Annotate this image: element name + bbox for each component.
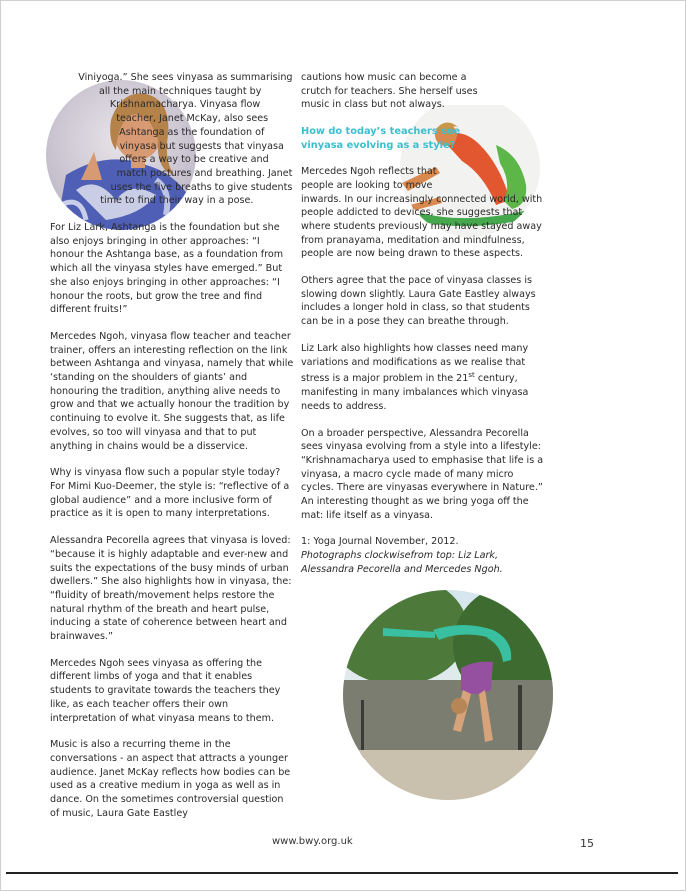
right-paragraph-4b: century, manifesting in many imbalances which vinyasa needs to address.	[301, 373, 529, 412]
right-paragraph-4a: Liz Lark also highlights how classes need many variations and modifications as we realise that stress is a major problem in the 21	[301, 342, 529, 385]
left-paragraph-2: For Liz Lark, Ashtanga is the foundation but she also enjoys bringing in other approaches: “I honour the Ashtanga base, as a foundation from which all the vinyasa styles have emerged.” But she also enjoys bringing in other approaches: “I honour the roots, but grow the tree and find different fruits!”	[50, 222, 284, 316]
left-column	[50, 71, 294, 833]
left-paragraph-3: Mercedes Ngoh, vinyasa flow teacher and teacher trainer, offers an interesting reflection on the link between Ashtanga and vinyasa, namely that while ‘standing on the shoulders of giants’ and honouring the tradition, anything alive needs to grow and that we actually honour the tradition by continuing to evolve it. She suggests that, as life evolves, so too will vinyasa and that to put anything in chains would be a disservice.	[50, 330, 294, 452]
right-column	[301, 71, 547, 590]
left-paragraph-5: Alessandra Pecorella agrees that vinyasa is loved: “because it is highly adaptable and ever-new and suits the expectations of the busy minds of urban dwellers.” She also highlights how in vinyasa, the: “fluidity of breath/movement helps restore the natural rhythm of the breath and heart pulse, inducing a state of coherence between heart and brainwaves.”	[50, 535, 292, 643]
section-heading: How do today’s teachers see vinyasa evolving as a style?	[301, 126, 461, 151]
left-paragraph-4: Why is vinyasa flow such a popular style today? For Mimi Kuo-Deemer, the style is: “reflective of a global audience” and a more inclusive form of practice as it is open to many interpretations.	[50, 467, 290, 520]
left-paragraph-1: Viniyoga.” She sees vinyasa as summarising all the main techniques taught by Krishnamacharya. Vinyasa flow teacher, Janet McKay, also sees Ashtanga as the foundation of vinyasa but suggests that vinyasa offers a way to be creative and match postures and breathing. Janet uses the five breaths to give students time to find their way in a pose.	[78, 72, 293, 207]
right-paragraph-3: Others agree that the pace of vinyasa classes is slowing down slightly. Laura Gate Eastley always includes a longer hold in class, so that students can be in a pose they can breathe through.	[301, 275, 536, 328]
bottom-rule	[6, 872, 678, 874]
photo-mercedes-ngoh	[343, 590, 553, 800]
footnote: 1: Yoga Journal November, 2012.	[301, 536, 459, 548]
ordinal-suffix: st	[468, 371, 475, 380]
photo-mercedes-image	[343, 590, 553, 800]
right-paragraph-5: On a broader perspective, Alessandra Pecorella sees vinyasa evolving from a style into a lifestyle: “Krishnamacharya used to emphasise that life is a vinyasa, a macro cycle made of many micro cycles. There are vinyasas everywhere in Nature.” An interesting thought as we bring yoga off the mat: life itself as a vinyasa.	[301, 427, 544, 521]
right-paragraph-1: cautions how music can become a crutch for teachers. She herself uses music in class but not always.	[301, 72, 478, 111]
left-paragraph-6: Mercedes Ngoh sees vinyasa as offering the different limbs of yoga and that it enables students to gravitate towards the teachers they like, as each teacher offers their own interpretation of what vinyasa means to them.	[50, 657, 281, 724]
photo-caption: Photographs clockwisefrom top: Liz Lark, Alessandra Pecorella and Mercedes Ngoh.	[301, 550, 503, 575]
page-number: 15	[580, 837, 594, 850]
right-paragraph-4	[301, 342, 547, 414]
right-paragraph-2: Mercedes Ngoh reflects that people are looking to move inwards. In our increasingly connected world, with people addicted to devices, she suggests that where students previously may have stayed away from pranayama, meditation and mindfulness, people are now being drawn to these aspects.	[301, 166, 543, 260]
footer-url: www.bwy.org.uk	[272, 836, 353, 847]
left-paragraph-7: Music is also a recurring theme in the conversations - an aspect that attracts a younger audience. Janet McKay reflects how bodies can be used as a creative medium in yoga as well as in dance. On the sometimes controversial question of music, Laura Gate Eastley	[50, 739, 291, 819]
